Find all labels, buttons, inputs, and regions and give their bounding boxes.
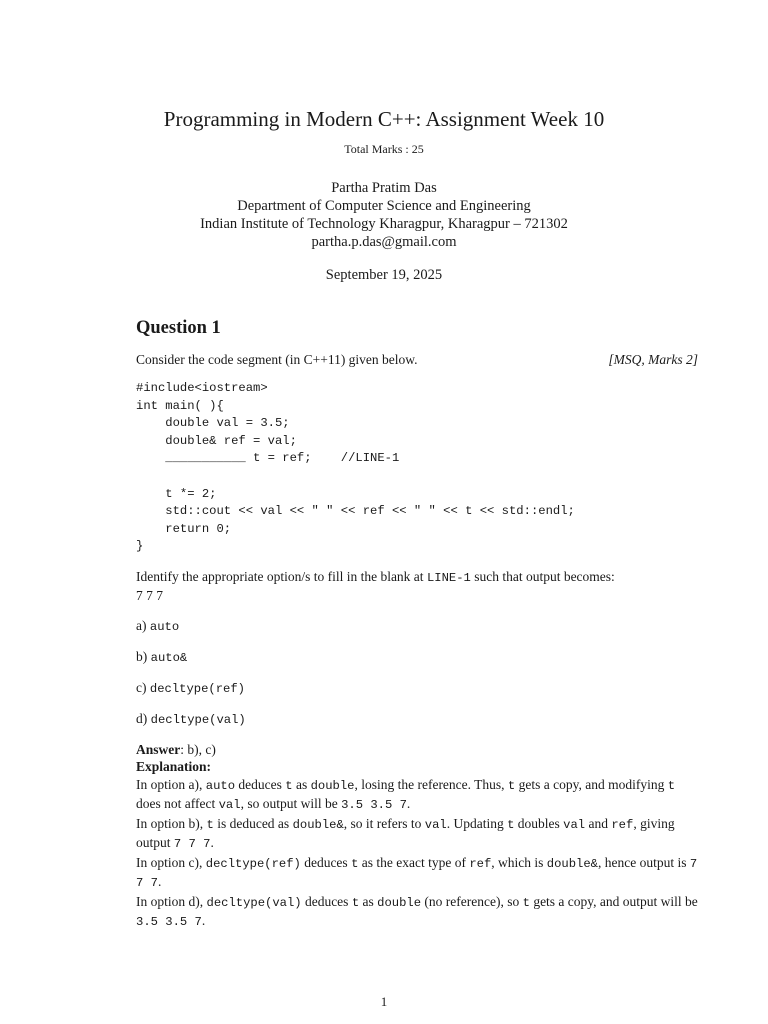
- identify-text-a: Identify the appropriate option/s to fill in the blank at: [136, 568, 427, 584]
- code-line: std::cout << val << " " << ref << " " << t << std::endl;: [136, 504, 575, 519]
- option-d: [136, 710, 698, 730]
- answer-label: Answer: [136, 741, 181, 757]
- code-line: double& ref = val;: [136, 433, 297, 448]
- code-line: int main( ){: [136, 398, 224, 413]
- document-header: [0, 104, 768, 284]
- author-email: partha.p.das@gmail.com: [311, 234, 457, 250]
- question-tag: [MSQ, Marks 2]: [608, 351, 698, 367]
- document-date: September 19, 2025: [325, 267, 443, 283]
- code-line: return 0;: [136, 521, 232, 536]
- option-label: b): [136, 648, 148, 664]
- option-code: auto: [149, 619, 180, 634]
- option-label: c): [136, 679, 147, 695]
- code-line: #include<iostream>: [136, 381, 268, 395]
- code-line: [136, 468, 698, 486]
- option-b: [136, 648, 698, 668]
- author-block: [0, 179, 768, 251]
- document-title: Programming in Modern C++: Assignment Week 10: [163, 107, 605, 131]
- code-block: [136, 380, 698, 556]
- option-code: decltype(val): [150, 712, 246, 727]
- explanation-label: Explanation:: [136, 759, 212, 775]
- code-line: double val = 3.5;: [136, 416, 290, 431]
- code-line: }: [136, 539, 144, 554]
- question-title: Question 1: [136, 318, 221, 338]
- author-department: Department of Computer Science and Engineering: [237, 198, 531, 214]
- option-code: auto&: [150, 650, 188, 665]
- expected-output: 7 7 7: [136, 588, 163, 604]
- option-a: [136, 617, 698, 637]
- option-code: decltype(ref): [149, 681, 245, 696]
- code-line: ___________ t = ref; //LINE-1: [136, 451, 400, 466]
- total-marks: Total Marks : 25: [344, 142, 424, 156]
- question-section: [136, 320, 698, 932]
- option-label: a): [136, 617, 147, 633]
- question-prompt-row: [136, 351, 698, 369]
- author-institute: Indian Institute of Technology Kharagpur, Kharagpur – 721302: [200, 216, 568, 232]
- answer: [136, 741, 698, 759]
- code-line: t *= 2;: [136, 486, 217, 501]
- option-label: d): [136, 710, 148, 726]
- explanation-body: [136, 776, 698, 932]
- explanation-c: In option c), decltype(ref) deduces t as the exact type of ref, which is double&, hence output is 7 7 7.: [136, 854, 698, 891]
- author-name: Partha Pratim Das: [331, 180, 437, 196]
- explanation-a: In option a), auto deduces t as double, losing the reference. Thus, t gets a copy, and modifying t does not affect val, so output will be 3.5 3.5 7.: [136, 776, 676, 813]
- explanation-b: In option b), t is deduced as double&, so it refers to val. Updating t doubles val and ref, giving output 7 7 7.: [136, 815, 675, 852]
- identify-instruction: [136, 568, 698, 605]
- answer-value: : b), c): [180, 741, 216, 757]
- explanation-d: In option d), decltype(val) deduces t as double (no reference), so t gets a copy, and output will be 3.5 3.5 7.: [136, 893, 698, 930]
- option-c: [136, 679, 698, 699]
- identify-line-ref: LINE-1: [426, 570, 471, 585]
- question-prompt: Consider the code segment (in C++11) given below.: [136, 351, 418, 367]
- identify-text-b: such that output becomes:: [470, 568, 615, 584]
- page-number: 1: [380, 994, 388, 1009]
